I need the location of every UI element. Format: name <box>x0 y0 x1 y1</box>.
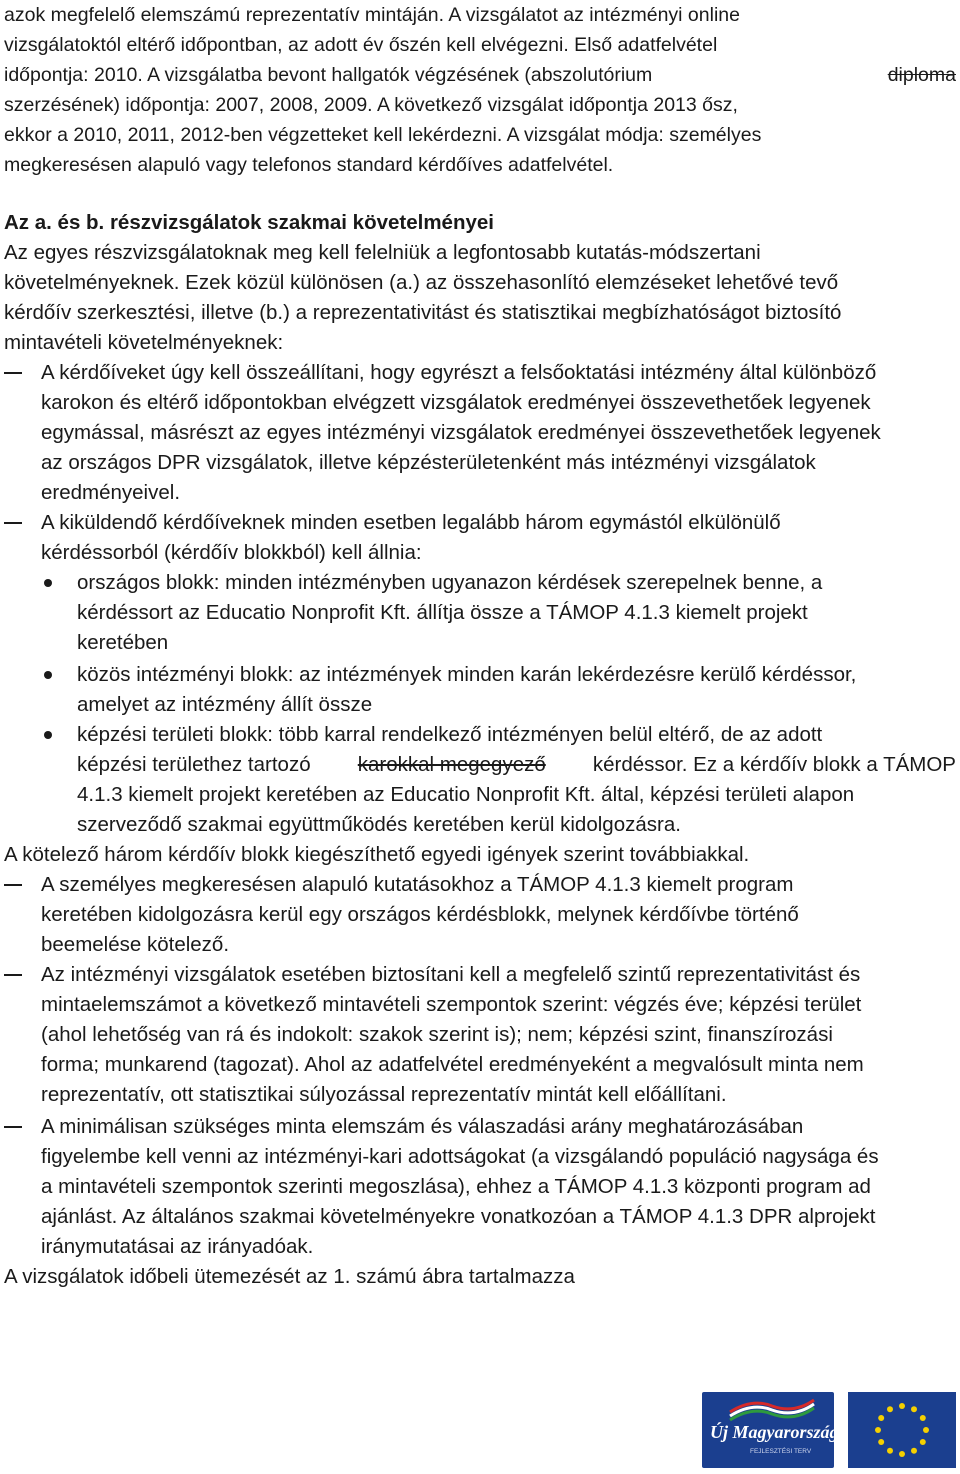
text-segment: követelményeknek. Ezek közül különösen (a.) az összehasonlító elemzéseket lehetővé tevő <box>4 271 839 294</box>
text-segment: Az intézményi vizsgálatok esetében biztosítani kell a megfelelő szintű reprezentativitást és <box>41 963 861 986</box>
list-item-line <box>41 1112 956 1142</box>
text-segment: az országos DPR vizsgálatok, illetve képzésterületenként más intézményi vizsgálatok <box>41 451 816 474</box>
text-segment: 4.1.3 kiemelt projekt keretében az Educatio Nonprofit Kft. által, képzési területi alapon <box>77 783 855 806</box>
text-line <box>4 328 283 358</box>
text-segment: kérdőív szerkesztési, illetve (b.) a reprezentativitást és statisztikai megbízhatóságot biztosító <box>4 301 842 324</box>
list-item-line <box>41 990 956 1020</box>
uj-magyarorszag-logo <box>702 1392 839 1468</box>
list-item-line <box>77 628 168 658</box>
eu-stars-icon <box>848 1392 956 1468</box>
text-segment: kérdéssor. Ez a kérdőív blokk a TÁMOP <box>592 753 956 776</box>
text-line <box>4 30 956 60</box>
text-segment: figyelembe kell venni az intézményi-kari adottságokat (a vizsgálandó populáció nagysága és <box>41 1145 879 1168</box>
text-segment: forma; munkarend (tagozat). Ahol az adatfelvétel eredményeként a megvalósult minta nem <box>41 1053 864 1076</box>
text-segment: szerveződő szakmai együttműködés keretében kerül kidolgozásra. <box>77 813 681 836</box>
dash-bullet-icon <box>4 974 22 976</box>
list-item-line <box>41 1142 956 1172</box>
text-segment: A vizsgálatok időbeli ütemezését az 1. számú ábra tartalmazza <box>4 1265 575 1288</box>
list-item-line <box>41 508 956 538</box>
text-segment: közös intézményi blokk: az intézmények minden karán lekérdezésre kerülő kérdéssor, <box>77 663 857 686</box>
text-line <box>4 268 956 298</box>
list-item-line <box>41 478 180 508</box>
list-item-line <box>41 900 956 930</box>
text-segment: A kötelező három kérdőív blokk kiegészíthető egyedi igények szerint továbbiakkal. <box>4 843 750 866</box>
list-item-line <box>41 930 229 960</box>
list-item-line <box>41 1050 956 1080</box>
list-item-line <box>41 358 956 388</box>
dash-bullet-icon <box>4 372 22 374</box>
list-item-line <box>77 810 681 840</box>
text-line <box>4 1262 575 1292</box>
text-segment: a mintavételi szempontok szerinti megoszlása), ehhez a TÁMOP 4.1.3 központi program ad <box>41 1175 871 1198</box>
dash-bullet-icon <box>4 884 22 886</box>
text-segment: mintaelemszámot a következő mintavételi szempontok szerint: végzés éve; képzési terület <box>41 993 862 1016</box>
text-segment: beemelése kötelező. <box>41 933 230 956</box>
dash-bullet-icon <box>4 522 22 524</box>
text-line <box>4 120 956 150</box>
text-segment: megkeresésen alapuló vagy telefonos standard kérdőíves adatfelvétel. <box>4 154 614 176</box>
list-item-line <box>41 418 956 448</box>
text-segment: egymással, másrészt az egyes intézményi vizsgálatok eredményei összevethetőek legyenek <box>41 421 881 444</box>
list-item-line <box>41 1020 956 1050</box>
text-line <box>4 90 956 120</box>
text-segment: (ahol lehetőség van rá és indokolt: szakok szerint is); nem; képzési szint, finanszírozási <box>41 1023 833 1046</box>
dash-bullet-icon <box>4 1126 22 1128</box>
text-segment: keretében kidolgozásra kerül egy országos kérdésblokk, melynek kérdőívbe történő <box>41 903 799 926</box>
text-segment: eredményeivel. <box>41 481 181 504</box>
text-segment: keretében <box>77 631 169 654</box>
list-item-line <box>77 568 956 598</box>
list-item-line <box>41 388 956 418</box>
eu-flag-icon <box>848 1392 956 1468</box>
text-segment: A személyes megkeresésen alapuló kutatásokhoz a TÁMOP 4.1.3 kiemelt program <box>41 873 794 896</box>
text-segment: időpontja: 2010. A vizsgálatba bevont hallgatók végzésének (abszolutórium <box>4 64 653 86</box>
text-segment: szerzésének) időpontja: 2007, 2008, 2009. A következő vizsgálat időpontja 2013 ősz, <box>4 94 738 116</box>
list-item-line <box>41 1172 956 1202</box>
hungarian-ribbon-icon <box>702 1392 834 1422</box>
text-line <box>4 238 956 268</box>
text-line <box>4 150 613 180</box>
text-segment: reprezentatív, ott statisztikai súlyozással reprezentatív mintát kell előállítani. <box>41 1083 727 1106</box>
text-segment: képzési területhez tartozó <box>77 753 311 776</box>
section-heading: Az a. és b. részvizsgálatok szakmai követelményei <box>4 211 494 234</box>
list-item-line <box>41 538 422 568</box>
text-line <box>4 60 956 90</box>
list-item-line <box>41 1202 956 1232</box>
bullet-dot-icon <box>44 579 52 587</box>
list-item-line <box>41 448 956 478</box>
list-item-line <box>41 1232 313 1262</box>
text-segment: amelyet az intézmény állít össze <box>77 693 373 716</box>
text-segment: karokon és eltérő időpontokban elvégzett vizsgálatok eredményei összevethetőek legyenek <box>41 391 871 414</box>
bullet-dot-icon <box>44 671 52 679</box>
text-segment: iránymutatásai az irányadóak. <box>41 1235 314 1258</box>
text-segment: kérdéssort az Educatio Nonprofit Kft. állítja össze a TÁMOP 4.1.3 kiemelt projekt <box>77 601 808 624</box>
text-line <box>4 840 749 870</box>
text-segment: vizsgálatoktól eltérő időpontban, az adott év őszén kell elvégezni. Első adatfelvétel <box>4 34 718 56</box>
bullet-dot-icon <box>44 731 52 739</box>
logo-subtitle: FEJLESZTÉSI TERV <box>750 1448 812 1455</box>
list-item-line <box>41 960 956 990</box>
struck-text: karokkal megegyező <box>357 753 546 776</box>
text-segment: kérdéssorból (kérdőív blokkból) kell állnia: <box>41 541 422 564</box>
text-segment: országos blokk: minden intézményben ugyanazon kérdések szerepelnek benne, a <box>77 571 823 594</box>
list-item-line <box>77 660 956 690</box>
list-item-line <box>41 870 956 900</box>
text-segment: ajánlást. Az általános szakmai követelményekre vonatkozóan a TÁMOP 4.1.3 DPR alprojekt <box>41 1205 876 1228</box>
text-segment: képzési területi blokk: több karral rendelkező intézményen belül eltérő, de az adott <box>77 723 823 746</box>
text-segment: A kérdőíveket úgy kell összeállítani, hogy egyrészt a felsőoktatási intézmény által különböző <box>41 361 877 384</box>
list-item-line <box>77 780 956 810</box>
text-segment: A kiküldendő kérdőíveknek minden esetben legalább három egymástól elkülönülő <box>41 511 781 534</box>
text-segment: ekkor a 2010, 2011, 2012-ben végzetteket kell lekérdezni. A vizsgálat módja: személyes <box>4 124 762 146</box>
text-segment: mintavételi követelményeknek: <box>4 331 284 354</box>
text-line <box>4 298 956 328</box>
list-item-line <box>77 720 956 750</box>
text-segment: azok megfelelő elemszámú reprezentatív mintáján. A vizsgálatot az intézményi online <box>4 4 740 26</box>
list-item-line <box>77 598 956 628</box>
text-line <box>4 0 956 30</box>
struck-text: diploma <box>887 64 956 86</box>
logo-title: Új Magyarország <box>710 1422 839 1442</box>
text-segment: A minimálisan szükséges minta elemszám és válaszadási arány meghatározásában <box>41 1115 804 1138</box>
text-segment: Az egyes részvizsgálatoknak meg kell felelniük a legfontosabb kutatás-módszertani <box>4 241 761 264</box>
list-item-line <box>77 750 956 780</box>
list-item-line <box>77 690 372 720</box>
list-item-line <box>41 1080 727 1110</box>
